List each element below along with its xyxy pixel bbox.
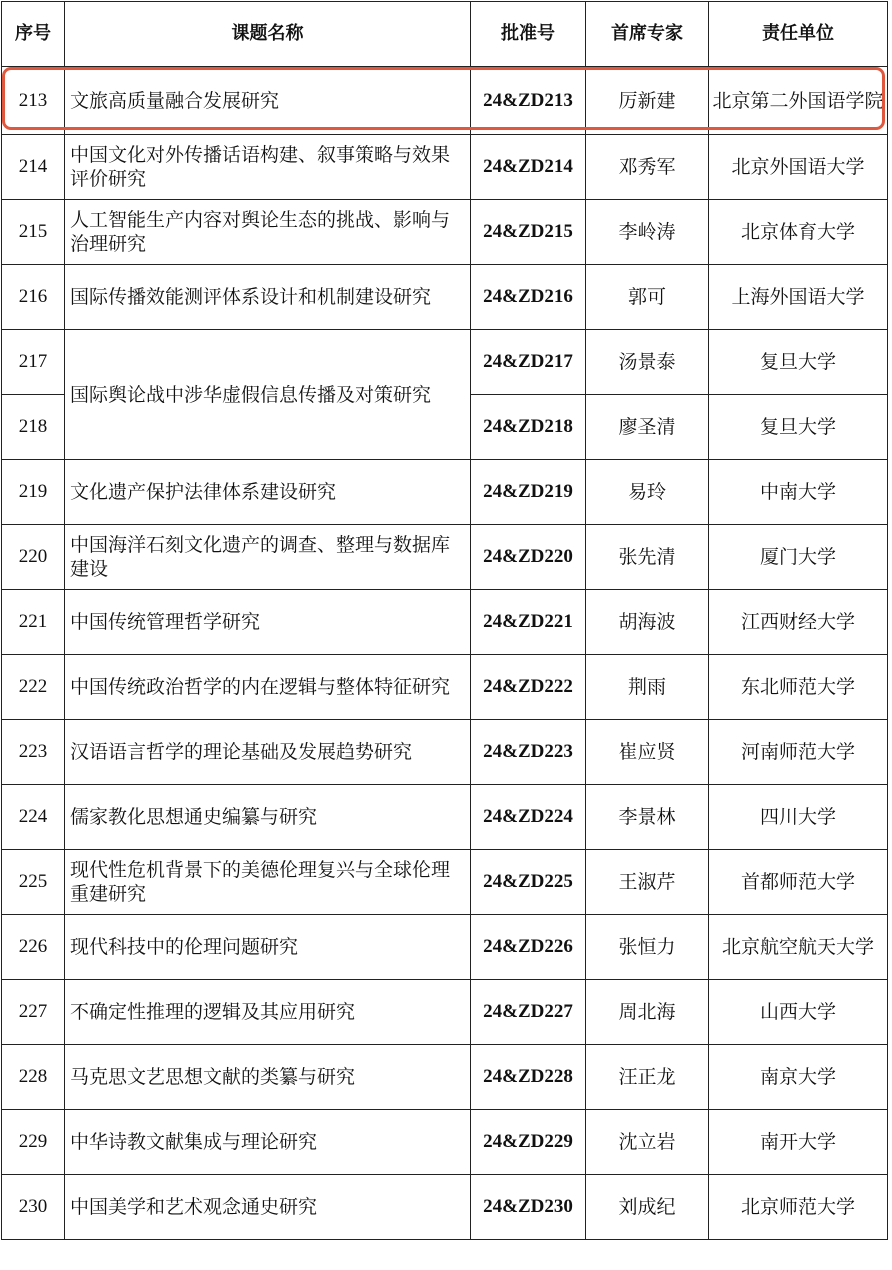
row-unit: 北京师范大学 (709, 1175, 888, 1240)
row-expert: 李岭涛 (586, 200, 709, 265)
row-seq: 226 (2, 915, 65, 980)
row-code: 24&ZD228 (471, 1045, 586, 1110)
row-title: 马克思文艺思想文献的类纂与研究 (65, 1045, 471, 1110)
row-expert: 汤景泰 (586, 330, 709, 395)
row-unit: 北京外国语大学 (709, 135, 888, 200)
row-unit: 山西大学 (709, 980, 888, 1045)
row-expert: 荆雨 (586, 655, 709, 720)
row-unit: 厦门大学 (709, 525, 888, 590)
table-row (2, 720, 888, 785)
row-expert: 李景林 (586, 785, 709, 850)
header-unit: 责任单位 (709, 2, 888, 67)
row-unit: 河南师范大学 (709, 720, 888, 785)
row-seq: 223 (2, 720, 65, 785)
table-row (2, 590, 888, 655)
header-expert: 首席专家 (586, 2, 709, 67)
table-row (2, 330, 888, 395)
row-expert: 刘成纪 (586, 1175, 709, 1240)
row-unit: 北京体育大学 (709, 200, 888, 265)
table-row (2, 1175, 888, 1240)
row-unit: 复旦大学 (709, 395, 888, 460)
row-seq: 219 (2, 460, 65, 525)
header-code: 批准号 (471, 2, 586, 67)
row-code: 24&ZD224 (471, 785, 586, 850)
row-title: 现代科技中的伦理问题研究 (65, 915, 471, 980)
row-title: 中国美学和艺术观念通史研究 (65, 1175, 471, 1240)
row-unit: 中南大学 (709, 460, 888, 525)
row-expert: 沈立岩 (586, 1110, 709, 1175)
table-row (2, 200, 888, 265)
row-unit: 复旦大学 (709, 330, 888, 395)
row-code: 24&ZD216 (471, 265, 586, 330)
projects-table (1, 1, 888, 1240)
row-code: 24&ZD218 (471, 395, 586, 460)
row-seq: 230 (2, 1175, 65, 1240)
row-unit: 首都师范大学 (709, 850, 888, 915)
row-expert: 王淑芹 (586, 850, 709, 915)
row-unit: 江西财经大学 (709, 590, 888, 655)
header-seq: 序号 (2, 2, 65, 67)
table-row (2, 785, 888, 850)
row-code: 24&ZD230 (471, 1175, 586, 1240)
row-seq: 220 (2, 525, 65, 590)
table-row (2, 850, 888, 915)
row-title: 汉语语言哲学的理论基础及发展趋势研究 (65, 720, 471, 785)
table-row (2, 265, 888, 330)
table-row (2, 655, 888, 720)
row-title: 国际传播效能测评体系设计和机制建设研究 (65, 265, 471, 330)
row-expert: 郭可 (586, 265, 709, 330)
row-unit: 东北师范大学 (709, 655, 888, 720)
row-unit: 南京大学 (709, 1045, 888, 1110)
row-expert: 廖圣清 (586, 395, 709, 460)
row-code: 24&ZD220 (471, 525, 586, 590)
row-expert: 易玲 (586, 460, 709, 525)
row-code: 24&ZD227 (471, 980, 586, 1045)
row-seq: 222 (2, 655, 65, 720)
row-seq: 218 (2, 395, 65, 460)
row-title: 人工智能生产内容对舆论生态的挑战、影响与治理研究 (65, 200, 471, 265)
row-seq: 221 (2, 590, 65, 655)
row-code: 24&ZD221 (471, 590, 586, 655)
row-title: 中国海洋石刻文化遗产的调查、整理与数据库建设 (65, 525, 471, 590)
row-title: 文旅高质量融合发展研究 (65, 67, 471, 135)
row-code: 24&ZD213 (471, 67, 586, 135)
row-unit: 北京航空航天大学 (709, 915, 888, 980)
row-code: 24&ZD222 (471, 655, 586, 720)
row-expert: 胡海波 (586, 590, 709, 655)
row-expert: 崔应贤 (586, 720, 709, 785)
row-seq: 217 (2, 330, 65, 395)
header-title: 课题名称 (65, 2, 471, 67)
table-row (2, 1110, 888, 1175)
row-unit: 四川大学 (709, 785, 888, 850)
row-expert: 厉新建 (586, 67, 709, 135)
row-expert: 张先清 (586, 525, 709, 590)
row-title: 现代性危机背景下的美德伦理复兴与全球伦理重建研究 (65, 850, 471, 915)
row-seq: 215 (2, 200, 65, 265)
row-seq: 216 (2, 265, 65, 330)
table-row (2, 460, 888, 525)
row-title: 国际舆论战中涉华虚假信息传播及对策研究 (65, 330, 471, 460)
row-unit: 北京第二外国语学院 (709, 67, 888, 135)
row-seq: 225 (2, 850, 65, 915)
row-seq: 229 (2, 1110, 65, 1175)
row-title: 中国文化对外传播话语构建、叙事策略与效果评价研究 (65, 135, 471, 200)
row-code: 24&ZD223 (471, 720, 586, 785)
row-seq: 228 (2, 1045, 65, 1110)
row-title: 中国传统政治哲学的内在逻辑与整体特征研究 (65, 655, 471, 720)
row-seq: 214 (2, 135, 65, 200)
row-title: 儒家教化思想通史编纂与研究 (65, 785, 471, 850)
table-row (2, 915, 888, 980)
row-expert: 张恒力 (586, 915, 709, 980)
row-seq: 213 (2, 67, 65, 135)
table-row (2, 135, 888, 200)
table-row (2, 980, 888, 1045)
row-title: 中华诗教文献集成与理论研究 (65, 1110, 471, 1175)
row-expert: 汪正龙 (586, 1045, 709, 1110)
row-title: 不确定性推理的逻辑及其应用研究 (65, 980, 471, 1045)
row-seq: 227 (2, 980, 65, 1045)
row-code: 24&ZD214 (471, 135, 586, 200)
table-row (2, 67, 888, 135)
row-expert: 邓秀军 (586, 135, 709, 200)
row-seq: 224 (2, 785, 65, 850)
row-expert: 周北海 (586, 980, 709, 1045)
row-title: 文化遗产保护法律体系建设研究 (65, 460, 471, 525)
row-unit: 上海外国语大学 (709, 265, 888, 330)
row-code: 24&ZD226 (471, 915, 586, 980)
row-code: 24&ZD215 (471, 200, 586, 265)
row-code: 24&ZD225 (471, 850, 586, 915)
row-unit: 南开大学 (709, 1110, 888, 1175)
header-row (2, 2, 888, 67)
row-code: 24&ZD217 (471, 330, 586, 395)
table-row (2, 1045, 888, 1110)
row-code: 24&ZD229 (471, 1110, 586, 1175)
row-code: 24&ZD219 (471, 460, 586, 525)
table-row (2, 525, 888, 590)
row-title: 中国传统管理哲学研究 (65, 590, 471, 655)
